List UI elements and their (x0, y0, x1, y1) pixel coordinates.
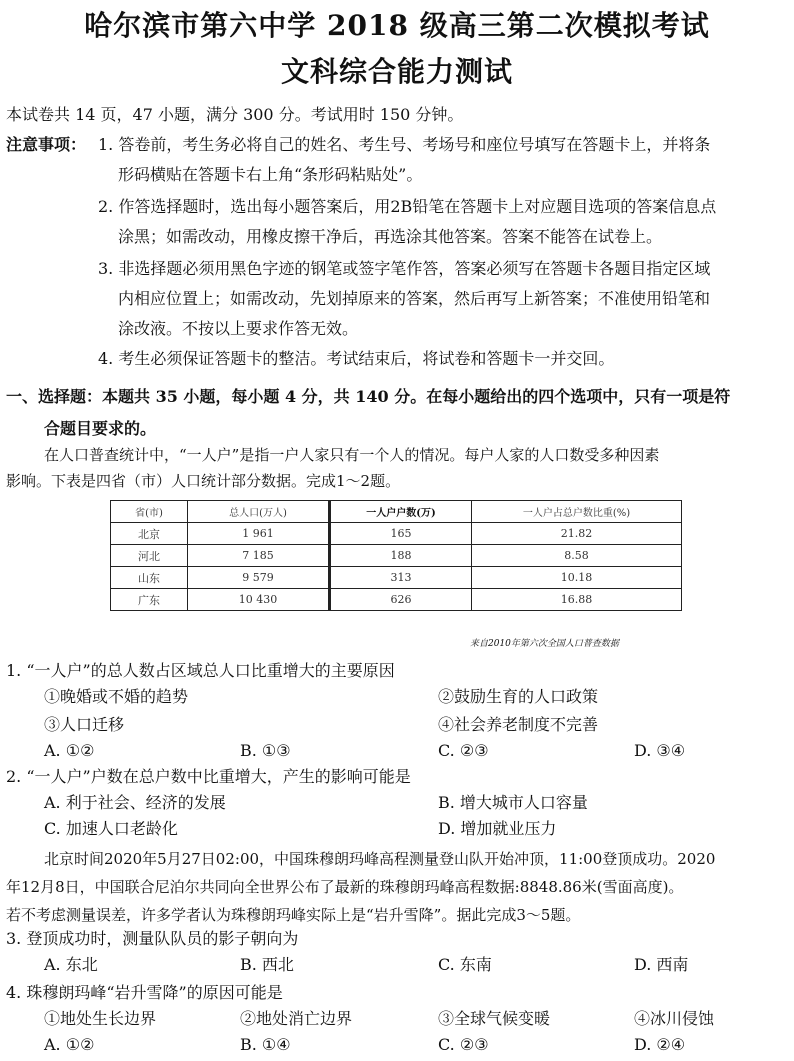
table-header-cell: 一人户户数(万) (330, 501, 472, 523)
table-cell: 165 (330, 523, 472, 545)
table-source-note: 来自2010年第六次全国人口普查数据 (470, 639, 619, 649)
table-row (111, 545, 682, 567)
table-cell: 626 (330, 589, 472, 611)
question-item: ①地处生长边界 (44, 1009, 157, 1028)
table-row (111, 567, 682, 589)
table-header-row (111, 501, 682, 523)
table-cell: 21.82 (472, 523, 682, 545)
note-line: 2. 作答选择题时，选出每小题答案后，用2B铅笔在答题卡上对应题目选项的答案信息点 (98, 197, 717, 216)
table-header-cell: 省(市) (111, 501, 188, 523)
note-line: 内相应位置上；如需改动，先划掉原来的答案，然后再写上新答案；不准使用铅笔和 (118, 289, 711, 308)
answer-option[interactable]: D. 增加就业压力 (438, 819, 557, 838)
table-cell: 广东 (111, 589, 188, 611)
intro-text: 本试卷共 14 页，47 小题，满分 300 分。考试用时 150 分钟。 (6, 105, 464, 124)
table-cell: 1 961 (188, 523, 330, 545)
answer-option[interactable]: A. ①② (44, 741, 95, 760)
section-heading: 合题目要求的。 (44, 419, 157, 438)
answer-option[interactable]: D. 西南 (634, 955, 689, 974)
table-cell: 山东 (111, 567, 188, 589)
exam-subtitle: 文科综合能力测试 (280, 55, 513, 88)
answer-option[interactable]: B. 西北 (240, 955, 294, 974)
note-line: 涂改液。不按以上要求作答无效。 (118, 319, 359, 338)
note-line: 1. 答卷前，考生务必将自己的姓名、考生号、考场号和座位号填写在答题卡上，并将条 (98, 135, 711, 154)
table-cell: 313 (330, 567, 472, 589)
table-cell: 北京 (111, 523, 188, 545)
passage-line: 影响。下表是四省（市）人口统计部分数据。完成1～2题。 (6, 472, 401, 490)
population-table (110, 500, 682, 611)
answer-option[interactable]: A. 利于社会、经济的发展 (44, 793, 226, 812)
question-stem: 3. 登顶成功时，测量队队员的影子朝向为 (6, 929, 299, 948)
question-item: ②鼓励生育的人口政策 (438, 687, 599, 706)
answer-option[interactable]: B. 增大城市人口容量 (438, 793, 588, 812)
table-cell: 16.88 (472, 589, 682, 611)
table-header-cell: 总人口(万人) (188, 501, 330, 523)
table-cell: 7 185 (188, 545, 330, 567)
table-row (111, 589, 682, 611)
table-cell: 10 430 (188, 589, 330, 611)
answer-option[interactable]: C. 加速人口老龄化 (44, 819, 178, 838)
answer-option[interactable]: D. ③④ (634, 741, 686, 760)
note-line: 形码横贴在答题卡右上角“条形码粘贴处”。 (118, 165, 423, 184)
question-stem: 1. “一人户”的总人数占区域总人口比重增大的主要原因 (6, 661, 395, 680)
note-line: 3. 非选择题必须用黑色字迹的钢笔或签字笔作答，答案必须写在答题卡各题目指定区域 (98, 259, 711, 278)
table-header-cell: 一人户占总户数比重(%) (472, 501, 682, 523)
exam-title: 哈尔滨市第六中学 2018 级高三第二次模拟考试 (84, 9, 710, 42)
question-item: ④社会养老制度不完善 (438, 715, 599, 734)
table-cell: 河北 (111, 545, 188, 567)
answer-option[interactable]: C. 东南 (438, 955, 492, 974)
passage-line: 北京时间2020年5月27日02:00，中国珠穆朗玛峰高程测量登山队开始冲顶，11:00登顶成功。2020 (44, 850, 716, 868)
answer-option[interactable]: B. ①④ (240, 1035, 291, 1054)
answer-option[interactable]: C. ②③ (438, 1035, 489, 1054)
question-item: ③全球气候变暖 (438, 1009, 551, 1028)
passage-line: 若不考虑测量误差，许多学者认为珠穆朗玛峰实际上是“岩升雪降”。据此完成3～5题。 (6, 906, 581, 924)
answer-option[interactable]: D. ②④ (634, 1035, 686, 1054)
question-stem: 4. 珠穆朗玛峰“岩升雪降”的原因可能是 (6, 983, 283, 1002)
note-line: 涂黑；如需改动，用橡皮擦干净后，再选涂其他答案。答案不能答在试卷上。 (118, 227, 663, 246)
passage-line: 年12月8日，中国联合尼泊尔共同向全世界公布了最新的珠穆朗玛峰高程数据:8848.86米(雪面高度)。 (6, 878, 684, 896)
section-heading: 一、选择题：本题共 35 小题，每小题 4 分，共 140 分。在每小题给出的四个选项中，只有一项是符 (6, 387, 731, 406)
table-cell: 9 579 (188, 567, 330, 589)
notes-label: 注意事项： (6, 135, 87, 154)
table-cell: 10.18 (472, 567, 682, 589)
answer-option[interactable]: A. 东北 (44, 955, 98, 974)
question-stem: 2. “一人户”户数在总户数中比重增大，产生的影响可能是 (6, 767, 411, 786)
note-line: 4. 考生必须保证答题卡的整洁。考试结束后，将试卷和答题卡一并交回。 (98, 349, 615, 368)
passage-line: 在人口普查统计中，“一人户”是指一户人家只有一个人的情况。每户人家的人口数受多种因素 (44, 446, 660, 464)
table-cell: 8.58 (472, 545, 682, 567)
question-item: ④冰川侵蚀 (634, 1009, 715, 1028)
answer-option[interactable]: C. ②③ (438, 741, 489, 760)
table-row (111, 523, 682, 545)
question-item: ③人口迁移 (44, 715, 125, 734)
question-item: ②地处消亡边界 (240, 1009, 353, 1028)
answer-option[interactable]: A. ①② (44, 1035, 95, 1054)
table-cell: 188 (330, 545, 472, 567)
answer-option[interactable]: B. ①③ (240, 741, 291, 760)
question-item: ①晚婚或不婚的趋势 (44, 687, 189, 706)
